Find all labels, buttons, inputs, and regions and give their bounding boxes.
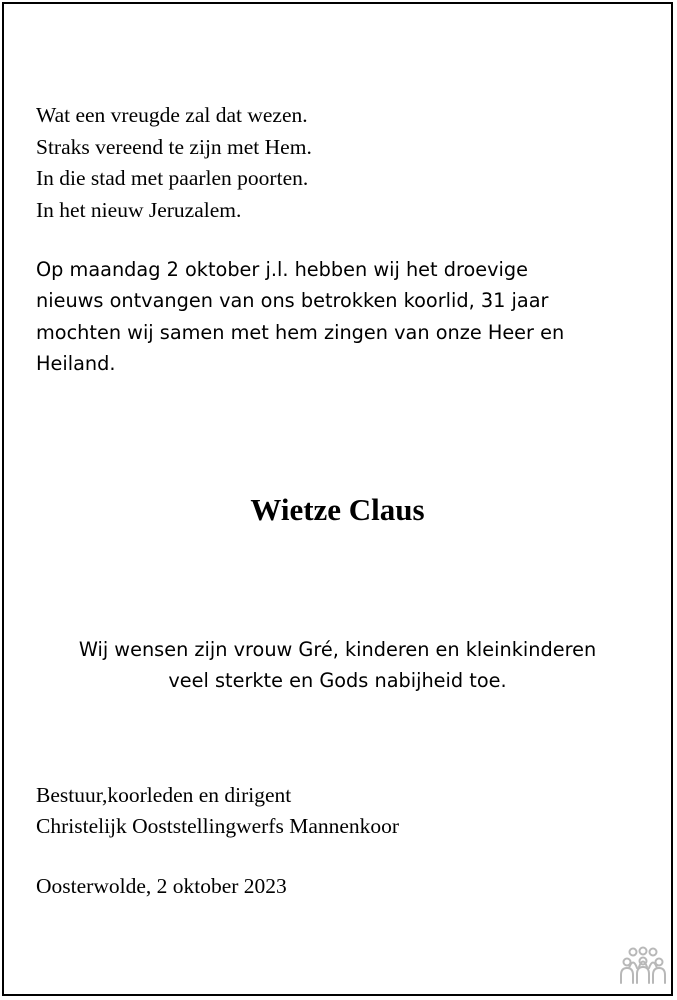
poem-line: Straks vereend te zijn met Hem.	[36, 134, 312, 159]
wishes-line: veel sterkte en Gods nabijheid toe.	[168, 669, 507, 693]
obituary-card	[2, 2, 673, 996]
signature-line: Bestuur,koorleden en dirigent	[36, 783, 292, 807]
wishes-line: Wij wensen zijn vrouw Gré, kinderen en kleinkinderen	[78, 638, 597, 661]
poem-line: In die stad met paarlen poorten.	[36, 166, 309, 190]
message-line: nieuws ontvangen van ons betrokken koorlid, 31 jaar	[36, 289, 549, 313]
announcement-message	[36, 254, 646, 379]
signature	[36, 780, 399, 842]
poem-line: In het nieuw Jeruzalem.	[36, 197, 242, 222]
signature-line: Christelijk Ooststellingwerfs Mannenkoor	[36, 814, 400, 838]
condolence-wishes	[4, 634, 671, 697]
deceased-name: Wietze Claus	[250, 492, 425, 527]
poem-line: Wat een vreugde zal dat wezen.	[36, 103, 308, 127]
message-line: Heiland.	[36, 351, 116, 375]
message-line: mochten wij samen met hem zingen van onze Heer en	[36, 320, 565, 344]
message-line: Op maandag 2 oktober j.l. hebben wij het droevige	[36, 258, 529, 281]
poem	[36, 100, 312, 226]
people-group-icon	[618, 946, 668, 986]
place-and-date: Oosterwolde, 2 oktober 2023	[36, 874, 287, 898]
